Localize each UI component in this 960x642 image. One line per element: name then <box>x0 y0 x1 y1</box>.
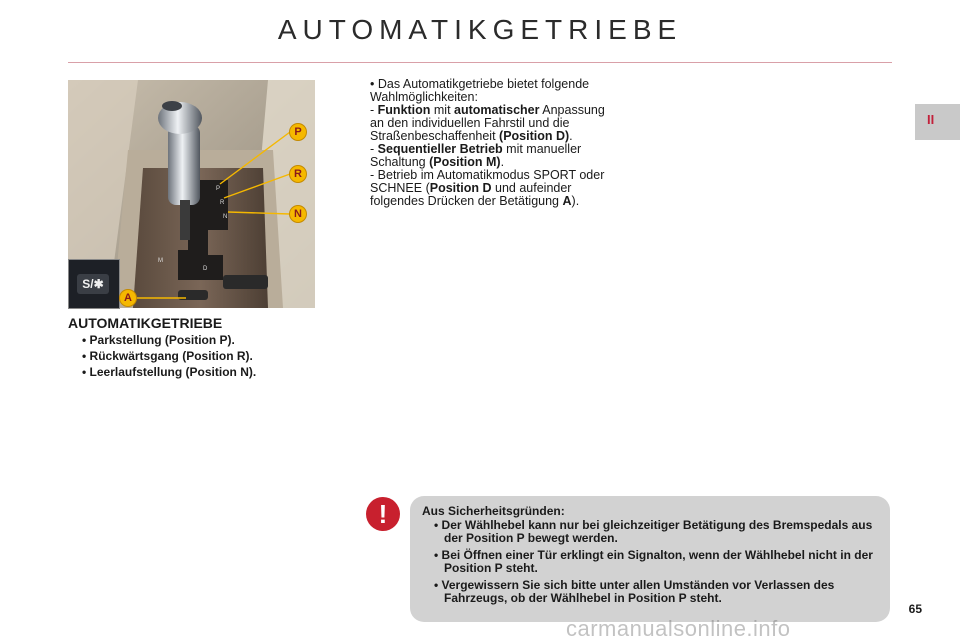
svg-text:P: P <box>216 186 221 192</box>
list-item: • Rückwärtsgang (Position R). <box>82 349 253 363</box>
page-number: 65 <box>908 602 922 616</box>
sport-snow-icon: S/✱ <box>77 274 109 294</box>
option-bold: A <box>562 194 572 208</box>
dash: - <box>370 142 375 156</box>
section-heading: AUTOMATIKGETRIEBE <box>68 315 223 331</box>
option-automatic <box>370 104 610 143</box>
chapter-tab-label: II <box>927 112 935 127</box>
warning-title: Aus Sicherheitsgründen: <box>422 504 565 518</box>
callout-n: N <box>290 206 306 222</box>
option-text: Betrieb im Automatikmodus SPORT oder SCHNEE ( <box>370 168 605 195</box>
dash: - <box>370 168 375 182</box>
chapter-tab[interactable] <box>915 104 960 140</box>
svg-text:M: M <box>158 258 163 264</box>
list-item: • Der Wählhebel kann nur bei gleichzeitiger Betätigung des Bremspedals aus der Position P bewegt werden. <box>434 518 873 545</box>
position-list <box>82 332 256 380</box>
safety-warning-box <box>410 496 890 622</box>
svg-text:R: R <box>220 200 225 206</box>
title-divider <box>68 62 892 63</box>
option-text: und aufeinder folgendes Drücken der Betätigung <box>370 181 572 208</box>
option-text: ). <box>571 194 580 208</box>
warning-icon: ! <box>366 497 400 531</box>
option-text: Anpassung an den individuellen Fahrstil und die Straßenbeschaffenheit <box>370 103 605 143</box>
option-bold: Position D <box>429 181 492 195</box>
option-sport-snow <box>370 169 610 208</box>
callout-a: A <box>120 290 136 306</box>
option-sequential <box>370 143 610 169</box>
sport-snow-button-inset <box>68 259 120 309</box>
page-title: AUTOMATIKGETRIEBE <box>277 14 683 45</box>
options-text <box>370 78 610 208</box>
svg-text:N: N <box>223 214 228 220</box>
watermark[interactable]: carmanualsonline.info <box>566 616 791 641</box>
callout-p: P <box>290 124 306 140</box>
options-intro: • Das Automatikgetriebe bietet folgende Wahlmöglichkeiten: <box>370 77 590 104</box>
option-bold: (Position M) <box>429 155 501 169</box>
svg-text:D: D <box>203 266 208 272</box>
option-bold: (Position D) <box>499 129 570 143</box>
option-bold: Sequentieller Betrieb <box>377 142 503 156</box>
list-item: • Bei Öffnen einer Tür erklingt ein Signalton, wenn der Wählhebel nicht in der Position P steht. <box>434 548 873 575</box>
option-text: . <box>569 129 573 143</box>
list-item: • Parkstellung (Position P). <box>82 333 235 347</box>
option-text: mit manueller Schaltung <box>370 142 582 169</box>
option-bold: Funktion <box>377 103 431 117</box>
option-text: . <box>500 155 505 169</box>
list-item: • Vergewissern Sie sich bitte unter allen Umständen vor Verlassen des Fahrzeugs, ob der Wählhebel in Position P steht. <box>434 578 835 605</box>
warning-list <box>434 519 874 609</box>
dash: - <box>370 103 375 117</box>
list-item: • Leerlaufstellung (Position N). <box>82 365 257 379</box>
option-bold: automatischer <box>454 103 540 117</box>
callout-r: R <box>290 166 306 182</box>
option-text: mit <box>430 103 455 117</box>
